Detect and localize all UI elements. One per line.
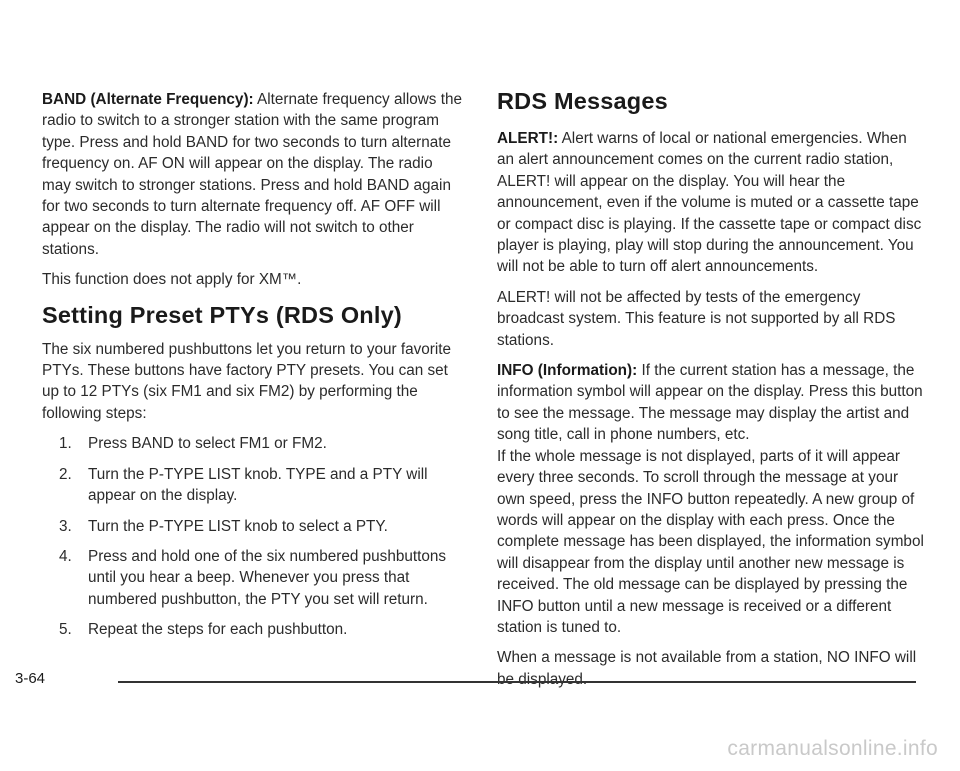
info-term: INFO (Information): bbox=[497, 362, 638, 380]
page-number: 3-64 bbox=[15, 670, 46, 687]
step-item bbox=[42, 464, 462, 507]
step-item bbox=[42, 619, 462, 640]
step-number: 3. bbox=[59, 517, 72, 535]
step-item bbox=[42, 433, 462, 454]
band-paragraph bbox=[42, 89, 462, 260]
watermark: carmanualsonline.info bbox=[727, 737, 938, 760]
left-column bbox=[42, 89, 462, 650]
step-number: 5. bbox=[59, 621, 72, 639]
preset-ptys-heading: Setting Preset PTYs (RDS Only) bbox=[42, 301, 402, 328]
step-number: 2. bbox=[59, 465, 72, 483]
info-text: If the current station has a message, the information symbol will appear on the display. Press this button to see the message. The message may display the artist and song title, call in phone numbers, etc. bbox=[497, 362, 923, 444]
steps-list bbox=[42, 433, 462, 640]
step-number: 4. bbox=[59, 547, 72, 565]
step-item bbox=[42, 546, 462, 610]
footer-divider bbox=[118, 681, 916, 683]
step-number: 1. bbox=[59, 435, 72, 453]
step-text: Press BAND to select FM1 or FM2. bbox=[88, 435, 327, 453]
band-term: BAND (Alternate Frequency): bbox=[42, 91, 254, 108]
step-text: Repeat the steps for each pushbutton. bbox=[88, 621, 348, 639]
alert-text: Alert warns of local or national emergencies. When an alert announcement comes on the current radio station, ALERT! will appear on the display. You will hear the announcement, even if the volume is muted or a cassette tape or compact disc is playing. If the cassette tape or compact disc player is playing, play will stop during the announcement. You will not be able to turn off alert announcements. bbox=[497, 130, 922, 276]
rds-messages-heading: RDS Messages bbox=[497, 88, 668, 114]
info-paragraph bbox=[497, 360, 925, 446]
step-text: Turn the P-TYPE LIST knob to select a PTY. bbox=[88, 517, 388, 535]
step-item bbox=[42, 516, 462, 537]
step-text: Press and hold one of the six numbered pushbuttons until you hear a beep. Whenever you press that numbered pushbutton, the PTY you set will return. bbox=[88, 547, 447, 608]
step-text: Turn the P-TYPE LIST knob. TYPE and a PTY will appear on the display. bbox=[88, 465, 428, 505]
band-text: Alternate frequency allows the radio to switch to a stronger station with the same program type. Press and hold BAND for two seconds to turn alternate frequency on. AF ON will appear on the display. The radio may switch to stronger stations. Press and hold BAND again for two seconds to turn alternate frequency off. AF OFF will appear on the display. The radio will not switch to other stations. bbox=[42, 91, 462, 258]
preset-intro: The six numbered pushbuttons let you return to your favorite PTYs. These buttons have factory PTY presets. You can set up to 12 PTYs (six FM1 and six FM2) by performing the following steps: bbox=[42, 340, 451, 422]
alert-note: ALERT! will not be affected by tests of the emergency broadcast system. This feature is not supported by all RDS stations. bbox=[497, 288, 896, 349]
no-info-paragraph: When a message is not available from a station, NO INFO will be displayed. bbox=[497, 649, 917, 688]
info-scroll-paragraph: If the whole message is not displayed, parts of it will appear every three seconds. To scroll through the message at your own speed, press the INFO button repeatedly. A new group of words will appear on the display with each press. Once the complete message has been displayed, the information symbol will disappear from the display until another new message is received. The old message can be displayed by pressing the INFO button until a new message is received or a different station is tuned to. bbox=[497, 447, 924, 636]
xm-note: This function does not apply for XM™. bbox=[42, 271, 302, 289]
alert-paragraph bbox=[497, 128, 925, 278]
alert-term: ALERT!: bbox=[497, 130, 559, 147]
right-column bbox=[497, 86, 925, 699]
